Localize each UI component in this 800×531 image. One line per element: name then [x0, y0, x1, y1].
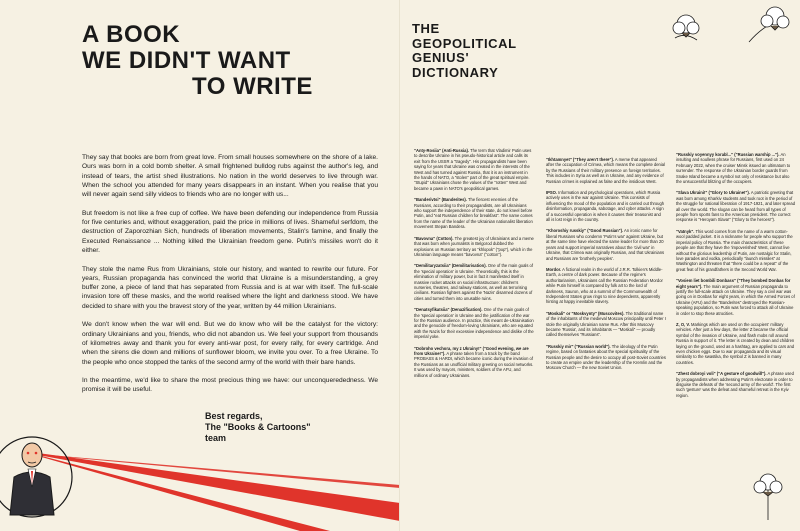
- dictionary-title: [412, 22, 517, 80]
- dictionary-entry: [546, 228, 666, 260]
- entry-term: IPSO.: [546, 190, 558, 196]
- entry-definition: The ideology of the Putin regime, based on fantasies about the special spirituality of the Russian people and the desire to occupy all post-Soviet countries to create an empire under the leadership of the Kremlin and the Moscow Church — the new Soviet Union.: [546, 343, 666, 371]
- dictionary-entry: [676, 152, 796, 184]
- entry-definition: Information and psychological operations, which Russia actively uses in the war against Ukraine. This consists of influencing the mood of the population and is carried out through disinformation, propaganda, sabotage, and cyber attacks. A sign of a successful operation is when it causes their treasonist and all is lost reign in the country.: [546, 190, 665, 223]
- entry-definition: An insulting and soulless phrase for Russians, first used on 24 February 2022, when the cruiser Minsk issued an ultimatum to surrender. The response of the Ukrainian border guards from Snake Island became a symbol not only of resistance but also the unsuccessful blitzing of the occupiers.: [676, 152, 791, 185]
- dictionary-title-line: GENIUS': [412, 50, 470, 65]
- entry-definition: A meme that appeared after the occupation of Crimea, which means the complete denial by the Russians of their military presence on foreign territories. This includes in Syria as well as in Ukraine, and any evidence of Russian crimes is explained as false and the insidious West.: [546, 157, 665, 184]
- dictionary-title-line: GEOPOLITICAL: [412, 35, 517, 51]
- dictionary-entry: [414, 148, 534, 191]
- entry-definition: Markings which are used on the occupiers' military vehicles. After just a few days, the letter Z became the official symbol of the invasion of Ukraine, and flash mobs roll around Russia in support of it. The letter is created by dean and children laying on the ground, used as a hashtag, are applied to cars and even chicken eggs. Due to war propaganda and its visual similarity to the swastika, the symbol Z is banned in many countries.: [676, 321, 795, 365]
- dictionary-column-3: [676, 152, 796, 404]
- red-laser-beams: [38, 453, 400, 531]
- headline-line-1: A BOOK: [82, 21, 181, 48]
- entry-term: "Bavovna" (Cotton).: [414, 235, 454, 241]
- dictionary-entry: [676, 278, 796, 316]
- dictionary-title-line: THE: [412, 21, 440, 36]
- entry-definition: A patriotic greeting that was born among Kharkiv students and took root in the period of the struggle for national liberation of 1917-1921, and later spread all over the world. The slogan can be heard from all types of people from sports fans to the American president. The correct response is "Heroyam Slava!" ("Glory to the heroes!").: [676, 190, 796, 223]
- page-headline: [82, 22, 372, 100]
- paragraph: In the meantime, we'd like to share the most precious thing we have: our unconquerededness. We promise it will be useful.: [82, 377, 378, 394]
- dictionary-title-line: DICTIONARY: [412, 64, 499, 80]
- cotton-flower-icon: [745, 2, 795, 46]
- dictionary-entry: [546, 344, 666, 371]
- paragraph: They say that books are born from great love. From small houses somewhere on the shore of a lake. Ours was born in a cold bomb shelter. A small frightened bulldog rubs against the author's leg, and instead of tears, the artist shed illustrations. No nation in the world deserves to live through war. When the school you attended for many years disappears in an instant. When you realise that you will never again send silly videos to friends who are no longer with us...: [82, 154, 378, 199]
- entry-definition: This word comes from the name of a warm cotton-wool padded jacket. It is a nickname for people who support the imperial policy of Russia. The main characteristics of these people are that they have the 'impoverished' West, cannot live without the glorious leadership of Putin, are nostalgic for Stalin, love parades and vodka, periodically "launch missiles" at Washington and threaten that "there could be a repeat" of the great feat of his grandfathers in the Second World War.: [676, 228, 793, 272]
- cotton-flower-icon: [743, 470, 793, 520]
- entry-definition: One of the main goals of the 'special operation' in Ukraine and the justification of the war for the Russian audience. In practice, this meant de-Ukrainisation and the genocide of freedom-loving Ukrainians, who are equated with the Nazis for their excessive independence and dislike of the imperial yoke.: [414, 307, 534, 340]
- dictionary-entry: [546, 157, 666, 184]
- entry-definition: A phrase taken from a track by the band PROBASS & HARDI, which became iconic during the invasion of the Russians as an unofficial military greeting on social networks. It was used by mayors, ministers, soldiers of the AFU, and millions of ordinary Ukrainians.: [414, 351, 534, 378]
- paragraph: We don't know when the war will end. But we do know who will be the catalyst for the victory: ordinary Ukrainians and you, friends, who did not abandon us. We feel your support from thousands of kilometres away and thank you for every anti-war post, for every rally, for every cartridge. And when the sirens die down and millions of sunflower bloom, we invite you over. To a free Ukraine. To the people who once stopped the tanks of the second army of the world with their bare hands.: [82, 321, 378, 366]
- dictionary-column-1: [414, 148, 534, 384]
- dictionary-entry: [676, 322, 796, 365]
- entry-term: "Ikhtamnyet" ("They aren't there").: [546, 157, 614, 162]
- entry-definition: The fiercest enemies of the Russians, according to their propagandists, are all Ukrainians who support the independence of their state, do not kneel before Putin, and "eat Russian children for breakfast". The name comes from the name of the leader of the Ukrainian nationalist liberation movement Stepan Bandera.: [414, 197, 533, 230]
- dictionary-entry: [414, 197, 534, 229]
- paragraph: But freedom is not like a free cup of coffee. We have been defending our independence from Russia for five centuries and, without exaggeration, paid the price in millions of lives. Shameful serfdom, the destruction of Zaporozhian Sich, hundreds of liberation movements, Stalin's famine, and finally the Executed Renaissance ... Nothing killed the Ukrainian freedom gene. Putin's missiles won't do it either.: [82, 209, 378, 254]
- entry-term: "Demilitaryzatsiia" (Demilitarisation).: [414, 263, 487, 269]
- foreword-body: [82, 153, 378, 404]
- dictionary-entry: [546, 190, 666, 222]
- headline-line-3: TO WRITE: [192, 73, 313, 100]
- entry-term: "Vosiem liet bombili Donbass" ("They bombed Donbas for eight years").: [676, 278, 791, 289]
- entry-definition: A fictional realm in the world of J.R.R. Tolkien's Middle-Earth, a centre of dark power. Because of the regime's authoritarianism, Ukrainians call the Russian Federation Mordor while Putin himself is compared by folk art to the lord of darkness, Sauron, who at a summit of the Commonwealth of Independent States grow rings to nine dependents, apparently hinting at happy inevitable slavery.: [546, 266, 663, 305]
- dictionary-entry: [414, 346, 534, 378]
- entry-term: "Moskali" or "Moskvynty" (Muscovites).: [546, 310, 625, 316]
- dictionary-entry: [676, 371, 796, 398]
- dictionary-column-2: [546, 157, 666, 377]
- dictionary-entry: [676, 229, 796, 272]
- entry-term: "Russkiy mir" ("Russian world").: [546, 343, 611, 349]
- entry-definition: The main argument of Russian propaganda to justify the full-scale attack on Ukraine. They say a civil war was going on in Donbas for eight years, in which the Armed Forces of Ukraine (AFU) and the "Banderites" destroyed the Russian-speaking population, so Putin was forced to attack all of Ukraine in order to stop these atrocities.: [676, 283, 795, 316]
- putin-laser-illustration: [0, 425, 400, 531]
- dictionary-entry: [414, 263, 534, 301]
- paragraph: They stole the name Rus from Ukrainians, stole our history, and wanted to rewrite our future. For years, Russian propaganda has convinced the world that Ukraine is a misunderstanding, a grey buffer zone, a piece of land that has separated from Russia and is at war with itself. The full-scale invasion tore off these masks, and the world realised where the light and darkness stood. We have decided to share with you the bravest story of the year, written by 44 million Ukrainians.: [82, 265, 378, 310]
- entry-term: Mordor.: [546, 266, 562, 272]
- entry-term: "Vatnyk".: [676, 228, 695, 234]
- signoff-line: The "Books & Cartoons": [205, 422, 311, 432]
- entry-term: "Russkiy voyennyy korabl..." ("Russian warship ...").: [676, 152, 780, 157]
- entry-definition: A phrase used by propagandists when addressing Putin's electorate in order to disguise the defeats of the 'second army of the world'. The first such 'gesture' was the defeat and shameful retreat in the Kyiv region.: [676, 371, 794, 398]
- cotton-flower-icon: [665, 8, 707, 46]
- putin-caricature-icon: [0, 437, 72, 517]
- dictionary-entry: [676, 190, 796, 222]
- entry-term: "Anty-Rosiia" (Anti-Russia).: [414, 148, 469, 153]
- right-page: [400, 0, 800, 531]
- headline-line-2: WE DIDN'T WANT: [82, 47, 291, 74]
- entry-term: "Dobroho vechora, my z Ukrainy!" ("Good evening, we are from Ukraine!").: [414, 345, 529, 356]
- entry-term: "Banderivtsi" (Banderites).: [414, 197, 467, 203]
- signoff-line: Best regards,: [205, 411, 263, 421]
- dictionary-entry: [546, 311, 666, 338]
- entry-definition: The term that Vladimir Putin uses to describe Ukraine in his pseudo-historical article and calls its exit from the USSR a "tragedy". His propagandists have been saying for years that Ukraine was created in the interests of the West and has turned against Russia, that it is an instrument in the hands of NATO, a "stolen" part of the great spiritual empire. "Stupid" Ukrainians chose the values of the "rotten" West and became a pawn in NATO's geopolitical games.: [414, 148, 532, 191]
- signoff-line: team: [205, 433, 227, 443]
- entry-term: "Slava Ukraini!" ("Glory to Ukraine!").: [676, 190, 750, 196]
- entry-term: "Denatsyfikatsiia" (Denazification).: [414, 307, 483, 313]
- dictionary-entry: [546, 267, 666, 305]
- entry-definition: The greatest joy of Ukrainians and a meme that was born when journalists in Belgorod dubbed the explosions on Russian territory as "khlopok" ("pop"), which in the Ukrainian language means "bavovna" ("cotton").: [414, 235, 534, 257]
- entry-term: "Zhest dobroyi voli" ("A gesture of goodwill").: [676, 371, 767, 377]
- entry-term: "Khoroshiy russkiy" ("Good Russian").: [546, 228, 624, 234]
- dictionary-entry: [414, 307, 534, 339]
- dictionary-entry: [414, 236, 534, 258]
- entry-definition: An ironic name for liberal Russians who condemn 'Putin's war' against Ukraine, but at the same time have elected the same leader for more than 20 years and support imperial narratives about the 'civil war' in Ukraine, that Crimea was originally Russian, and that Ukrainians and Russians are 'brotherly peoples'.: [546, 228, 665, 261]
- entry-definition: The traditional name of the inhabitants of the medieval Moscow principality until Peter I stole the originally Ukrainian name Rus. After this Muscovy became 'Russia', and its inhabitants — "Moskali" — proudly called themselves "Russians".: [546, 310, 666, 338]
- entry-definition: One of the main goals of the 'special operation' in Ukraine. Theoretically, this is the elimination of military power, but in fact it manifested itself in massive rocket attacks on social infrastructure: children's nurseries, theatres, and railway stations, as well as terrorising civilians. Russian fighters against the 'Nazis' disarmed dozens of cities and turned them into unusable ruins.: [414, 263, 534, 301]
- entry-term: Z, O, V.: [676, 321, 690, 327]
